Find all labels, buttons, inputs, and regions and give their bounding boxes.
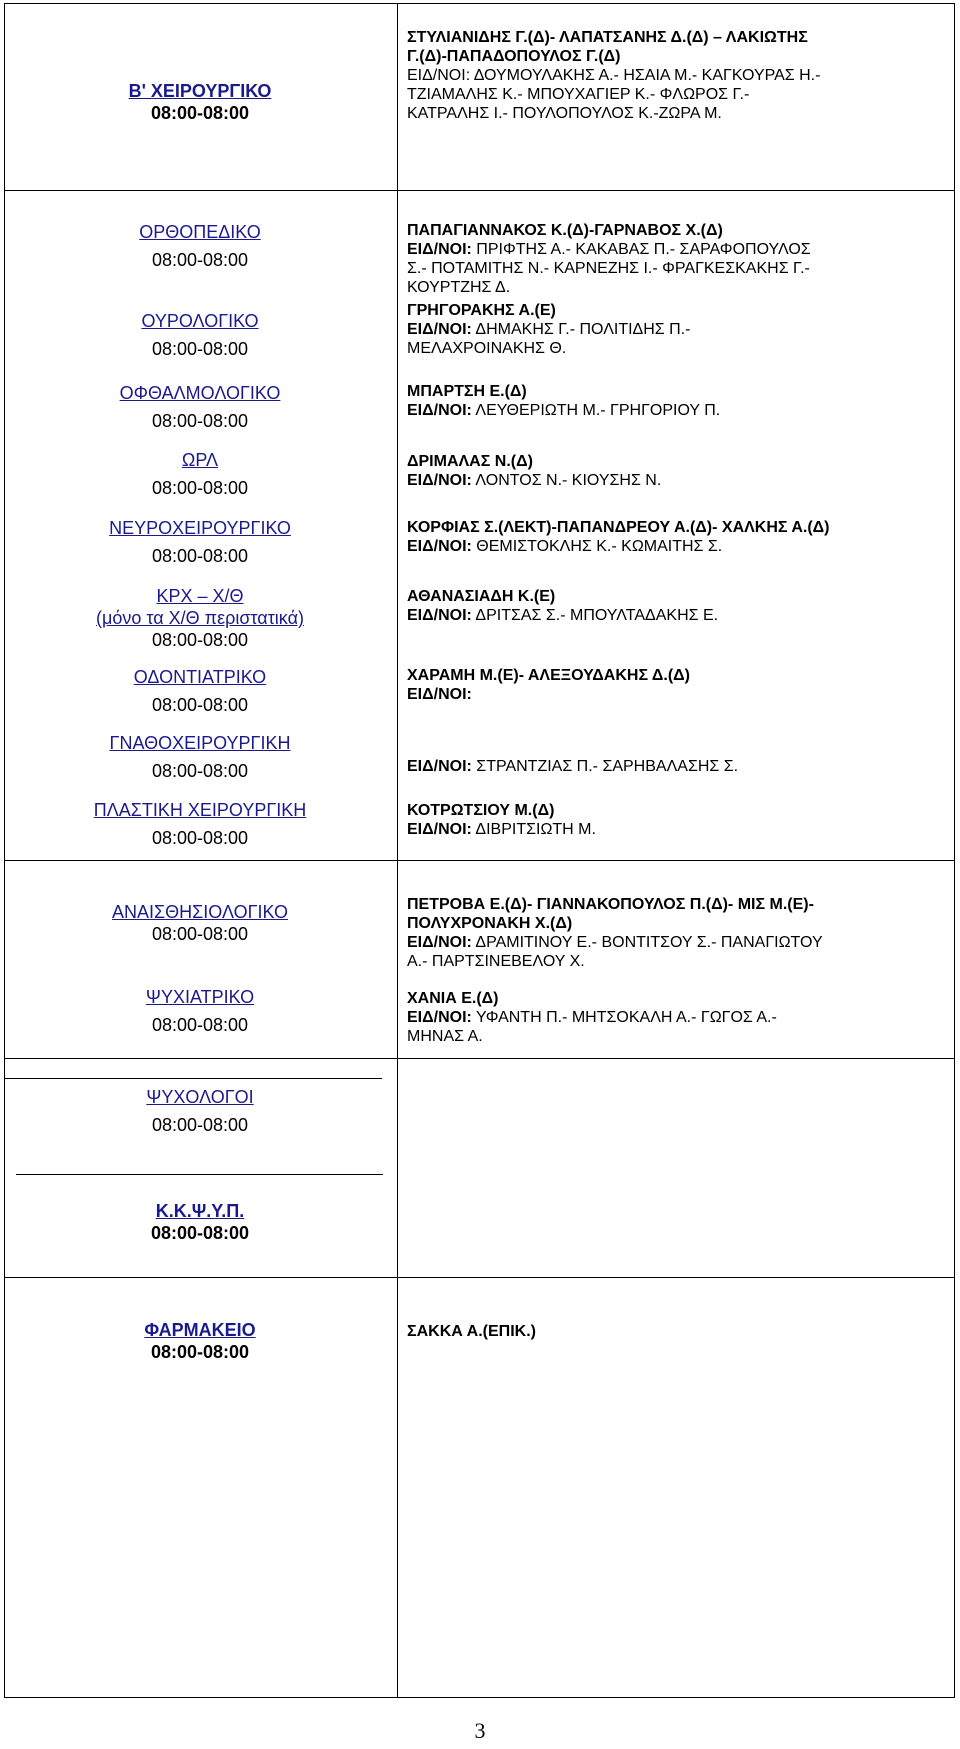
dept-hours: 08:00-08:00 xyxy=(151,761,249,781)
staff-line: ΜΗΝΑΣ Α. xyxy=(407,1028,483,1045)
staff-maxillofacial xyxy=(407,757,947,776)
dept-name: Κ.Κ.Ψ.Υ.Π. xyxy=(155,1201,245,1221)
staff-line xyxy=(407,606,947,625)
staff-line xyxy=(407,757,947,776)
dept-name: Β' ΧΕΙΡΟΥΡΓΙΚΟ xyxy=(128,81,272,101)
dept-hours: 08:00-08:00 xyxy=(151,250,249,270)
dept-name: ΦΑΡΜΑΚΕΙΟ xyxy=(144,1320,256,1340)
staff-orthopedic xyxy=(407,221,947,297)
dept-hours: 08:00-08:00 xyxy=(151,339,249,359)
staff-line: ΕΙΔ/ΝΟΙ: ΔΟΥΜΟΥΛΑΚΗΣ Α.- ΗΣΑΙΑ Μ.- ΚΑΓΚΟΥΡΑΣ Η.- xyxy=(407,67,821,84)
staff-lead: ΠΑΠΑΓΙΑΝΝΑΚΟΣ Κ.(Δ)-ΓΑΡΝΑΒΟΣ Χ.(Δ) xyxy=(407,222,723,239)
signature-line xyxy=(16,1174,383,1175)
staff-lead: ΑΘΑΝΑΣΙΑΔΗ Κ.(Ε) xyxy=(407,588,556,605)
staff-names: ΣΤΡΑΝΤΖΙΑΣ Π.- ΣΑΡΗΒΑΛΑΣΗΣ Σ. xyxy=(476,758,739,775)
staff-names: ΔΗΜΑΚΗΣ Γ.- ΠΟΛΙΤΙΔΗΣ Π.- xyxy=(475,321,691,338)
staff-names: ΔΡΙΤΣΑΣ Σ.- ΜΠΟΥΛΤΑΔΑΚΗΣ Ε. xyxy=(475,607,719,624)
staff-lead: ΠΕΤΡΟΒΑ Ε.(Δ)- ΓΙΑΝΝΑΚΟΠΟΥΛΟΣ Π.(Δ)- ΜΙΣ Μ.(Ε)- xyxy=(407,896,814,913)
dept-kkpsyp xyxy=(30,1200,370,1244)
staff-line: ΚΑΤΡΑΛΗΣ Ι.- ΠΟΥΛΟΠΟΥΛΟΣ Κ.-ΖΩΡΑ Μ. xyxy=(407,105,722,122)
staff-b-surgery xyxy=(407,28,947,123)
dept-cardiothoracic xyxy=(30,585,370,651)
dept-maxillofacial xyxy=(30,732,370,782)
dept-pharmacy xyxy=(30,1319,370,1363)
dept-psychologists xyxy=(30,1086,370,1136)
row-divider xyxy=(4,1078,382,1079)
staff-line: ΤΖΙΑΜΑΛΗΣ Κ.- ΜΠΟΥΧΑΓΙΕΡ Κ.- ΦΛΩΡΟΣ Γ.- xyxy=(407,86,750,103)
dept-ent xyxy=(30,449,370,499)
staff-line: ΚΟΥΡΤΖΗΣ Δ. xyxy=(407,279,511,296)
row-divider xyxy=(4,1058,955,1059)
staff-lead: ΜΠΑΡΤΣΗ Ε.(Δ) xyxy=(407,383,527,400)
staff-label: ΕΙΔ/ΝΟΙ: xyxy=(407,402,472,419)
dept-name: ΟΥΡΟΛΟΓΙΚΟ xyxy=(141,311,259,331)
staff-line: Γ.(Δ)-ΠΑΠΑΔΟΠΟΥΛΟΣ Γ.(Δ) xyxy=(407,48,621,65)
dept-name: ΝΕΥΡΟΧΕΙΡΟΥΡΓΙΚΟ xyxy=(109,518,291,538)
staff-label: ΕΙΔ/ΝΟΙ: xyxy=(407,1009,472,1026)
staff-label: ΕΙΔ/ΝΟΙ: xyxy=(407,934,472,951)
staff-label: ΕΙΔ/ΝΟΙ: xyxy=(407,821,472,838)
dept-hours: 08:00-08:00 xyxy=(150,103,250,123)
dept-anaesthesia xyxy=(30,901,370,945)
page-number: 3 xyxy=(474,1718,486,1743)
staff-line: Σ.- ΠΟΤΑΜΙΤΗΣ Ν.- ΚΑΡΝΕΖΗΣ Ι.- ΦΡΑΓΚΕΣΚΑΚΗΣ Γ.- xyxy=(407,260,810,277)
staff-cardiothoracic xyxy=(407,587,947,625)
staff-label: ΕΙΔ/ΝΟΙ: xyxy=(407,321,472,338)
column-divider xyxy=(397,1277,398,1698)
dept-hours: 08:00-08:00 xyxy=(151,478,249,498)
staff-line xyxy=(407,685,947,704)
dept-hours: 08:00-08:00 xyxy=(150,1342,250,1362)
dept-hours: 08:00-08:00 xyxy=(151,1115,249,1135)
staff-names: ΥΦΑΝΤΗ Π.- ΜΗΤΣΟΚΑΛΗ Α.- ΓΩΓΟΣ Α.- xyxy=(476,1009,777,1026)
staff-anaesthesia xyxy=(407,895,947,971)
staff-dentistry xyxy=(407,666,947,704)
staff-plastic-surgery xyxy=(407,801,947,839)
staff-label: ΕΙΔ/ΝΟΙ: xyxy=(407,607,472,624)
staff-ent xyxy=(407,452,947,490)
staff-lead: ΣΑΚΚΑ Α.(ΕΠΙΚ.) xyxy=(407,1323,536,1340)
dept-urology xyxy=(30,310,370,360)
dept-hours: 08:00-08:00 xyxy=(151,411,249,431)
staff-lead: ΚΟΤΡΩΤΣΙΟΥ Μ.(Δ) xyxy=(407,802,555,819)
staff-lead: ΚΟΡΦΙΑΣ Σ.(ΛΕΚΤ)-ΠΑΠΑΝΔΡΕΟΥ Α.(Δ)- ΧΑΛΚΗΣ Α.(Δ) xyxy=(407,519,830,536)
staff-names: ΘΕΜΙΣΤΟΚΛΗΣ Κ.- ΚΩΜΑΙΤΗΣ Σ. xyxy=(476,538,723,555)
row-divider xyxy=(4,190,955,191)
dept-name: ΩΡΛ xyxy=(181,450,219,470)
dept-hours: 08:00-08:00 xyxy=(151,1015,249,1035)
staff-label: ΕΙΔ/ΝΟΙ: xyxy=(407,686,472,703)
staff-line: ΜΕΛΑΧΡΟΙΝΑΚΗΣ Θ. xyxy=(407,340,567,357)
row-divider xyxy=(4,860,955,861)
staff-line: ΣΤΥΛΙΑΝΙΔΗΣ Γ.(Δ)- ΛΑΠΑΤΣΑΝΗΣ Δ.(Δ) – ΛΑΚΙΩΤΗΣ xyxy=(407,29,808,46)
staff-line xyxy=(407,933,947,952)
staff-urology xyxy=(407,301,947,358)
dept-subnote: (μόνο τα Χ/Θ περιστατικά) xyxy=(95,608,304,628)
dept-name: ΚΡΧ – Χ/Θ xyxy=(156,586,244,606)
dept-hours: 08:00-08:00 xyxy=(151,695,249,715)
dept-ophthalmology xyxy=(30,382,370,432)
staff-lead: ΧΑΝΙΑ Ε.(Δ) xyxy=(407,990,499,1007)
column-divider xyxy=(397,3,398,1277)
staff-names: ΔΙΒΡΙΤΣΙΩΤΗ Μ. xyxy=(475,821,596,838)
staff-names: ΠΡΙΦΤΗΣ Α.- ΚΑΚΑΒΑΣ Π.- ΣΑΡΑΦΟΠΟΥΛΟΣ xyxy=(476,241,811,258)
staff-line: Α.- ΠΑΡΤΣΙΝΕΒΕΛΟΥ Χ. xyxy=(407,953,585,970)
dept-name: ΑΝΑΙΣΘΗΣΙΟΛΟΓΙΚΟ xyxy=(112,902,288,922)
dept-neurosurgery xyxy=(30,517,370,567)
staff-psychiatry xyxy=(407,989,947,1046)
staff-line xyxy=(407,320,947,339)
staff-lead: ΧΑΡΑΜΗ Μ.(Ε)- ΑΛΕΞΟΥΔΑΚΗΣ Δ.(Δ) xyxy=(407,667,691,684)
dept-hours: 08:00-08:00 xyxy=(151,828,249,848)
dept-dentistry xyxy=(30,666,370,716)
staff-label: ΕΙΔ/ΝΟΙ: xyxy=(407,472,472,489)
staff-line xyxy=(407,401,947,420)
staff-names: ΛΟΝΤΟΣ Ν.- ΚΙΟΥΣΗΣ Ν. xyxy=(475,472,662,489)
dept-name: ΨΥΧΙΑΤΡΙΚΟ xyxy=(145,987,255,1007)
staff-line xyxy=(407,820,947,839)
row-divider xyxy=(4,1277,955,1278)
dept-orthopedic xyxy=(30,221,370,271)
dept-hours: 08:00-08:00 xyxy=(151,924,249,944)
staff-names: ΛΕΥΘΕΡΙΩΤΗ Μ.- ΓΡΗΓΟΡΙΟΥ Π. xyxy=(475,402,721,419)
dept-plastic-surgery xyxy=(30,799,370,849)
staff-lead: ΓΡΗΓΟΡΑΚΗΣ Α.(Ε) xyxy=(407,302,556,319)
dept-psychiatry xyxy=(30,986,370,1036)
staff-line xyxy=(407,240,947,259)
dept-name: ΟΡΘΟΠΕΔΙΚΟ xyxy=(139,222,261,242)
staff-lead: ΔΡΙΜΑΛΑΣ Ν.(Δ) xyxy=(407,453,533,470)
dept-name: ΨΥΧΟΛΟΓΟΙ xyxy=(146,1087,254,1107)
staff-label: ΕΙΔ/ΝΟΙ: xyxy=(407,758,472,775)
dept-name: ΠΛΑΣΤΙΚΗ ΧΕΙΡΟΥΡΓΙΚΗ xyxy=(93,800,307,820)
dept-name: ΓΝΑΘΟΧΕΙΡΟΥΡΓΙΚΗ xyxy=(109,733,291,753)
dept-hours: 08:00-08:00 xyxy=(151,630,249,650)
staff-label: ΕΙΔ/ΝΟΙ: xyxy=(407,241,472,258)
dept-hours: 08:00-08:00 xyxy=(151,546,249,566)
staff-ophthalmology xyxy=(407,382,947,420)
staff-label: ΕΙΔ/ΝΟΙ: xyxy=(407,538,472,555)
staff-lead: ΠΟΛΥΧΡΟΝΑΚΗ Χ.(Δ) xyxy=(407,915,573,932)
dept-name: ΟΦΘΑΛΜΟΛΟΓΙΚΟ xyxy=(119,383,281,403)
staff-names: ΔΡΑΜΙΤΙΝΟΥ Ε.- ΒΟΝΤΙΤΣΟΥ Σ.- ΠΑΝΑΓΙΩΤΟΥ xyxy=(475,934,823,951)
staff-pharmacy xyxy=(407,1322,947,1341)
dept-name: ΟΔΟΝΤΙΑΤΡΙΚΟ xyxy=(133,667,267,687)
dept-b-surgery xyxy=(60,80,340,124)
staff-line xyxy=(407,471,947,490)
staff-neurosurgery xyxy=(407,518,947,556)
dept-hours: 08:00-08:00 xyxy=(150,1223,250,1243)
staff-line xyxy=(407,1008,947,1027)
staff-line xyxy=(407,537,947,556)
